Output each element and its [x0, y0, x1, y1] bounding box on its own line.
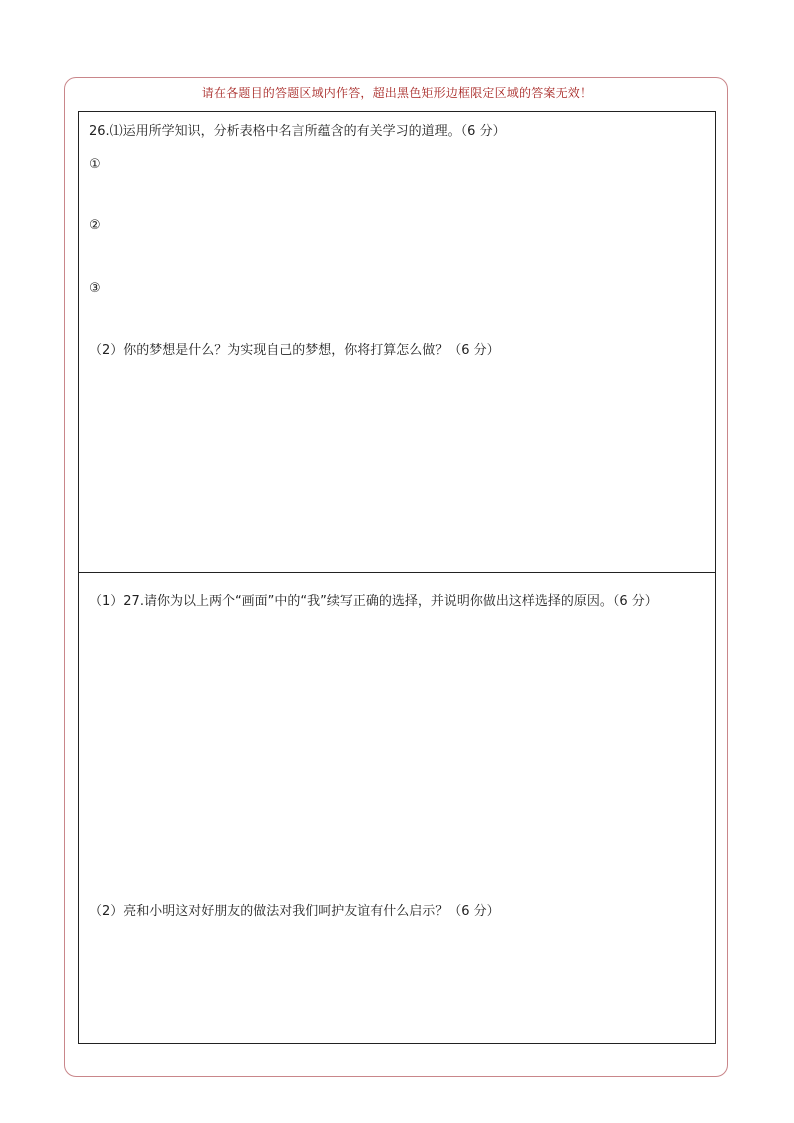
question-27-part-2: （2）亮和小明这对好朋友的做法对我们呵护友谊有什么启示？（6 分）	[89, 904, 500, 919]
answer-marker-3: ③	[89, 281, 101, 296]
question-26-prompt: 26.⑴运用所学知识，分析表格中名言所蕴含的有关学习的道理。（6 分）	[89, 124, 506, 139]
answer-marker-2: ②	[89, 218, 101, 233]
question-27-part-1: （1）27.请你为以上两个“画面”中的“我”续写正确的选择，并说明你做出这样选择的原因。（6 分）	[89, 594, 658, 609]
answer-marker-1: ①	[89, 157, 101, 172]
question-27-answer-box[interactable]	[78, 572, 716, 1044]
question-26-answer-box[interactable]	[78, 111, 716, 573]
question-26-part-2: （2）你的梦想是什么？为实现自己的梦想，你将打算怎么做？（6 分）	[89, 343, 500, 358]
answer-area-warning: 请在各题目的答题区域内作答，超出黑色矩形边框限定区域的答案无效！	[201, 86, 593, 100]
